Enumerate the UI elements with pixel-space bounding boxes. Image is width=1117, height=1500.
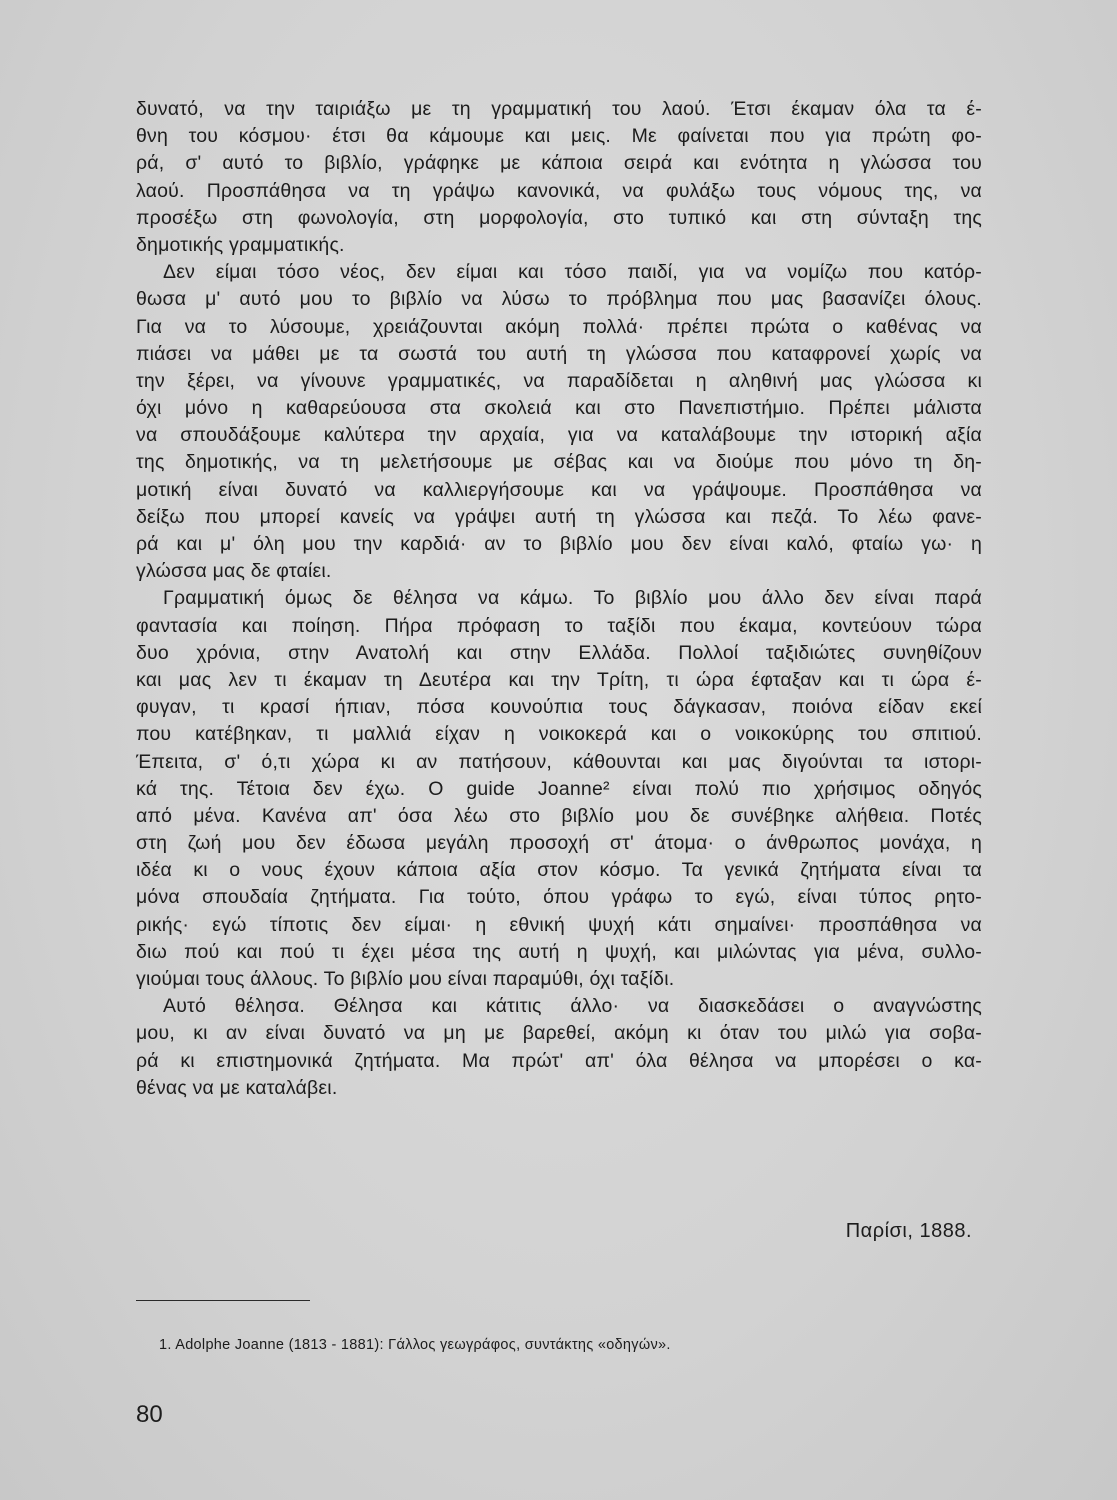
text-line: μόνα σπουδαία ζητήματα. Για τούτο, όπου γράφω το εγώ, είναι τύπος ρητο- xyxy=(136,886,982,909)
text-line: θένας να με καταλάβει. xyxy=(136,1076,338,1099)
text-line: πιάσει να μάθει με τα σωστά του αυτή τη γλώσσα που καταφρονεί χωρίς να xyxy=(136,342,982,365)
text-line: όχι μόνο η καθαρεύουσα στα σκολειά και στο Πανεπιστήμιο. Πρέπει μάλιστα xyxy=(136,397,982,420)
text-line: της δημοτικής, να τη μελετήσουμε με σέβας και να διούμε που μόνο τη δη- xyxy=(136,451,982,474)
text-line: θωσα μ' αυτό μου το βιβλίο να λύσω το πρόβλημα που μας βασανίζει όλους. xyxy=(136,288,982,311)
text-line: την ξέρει, να γίνουνε γραμματικές, να παραδίδεται η αληθινή μας γλώσσα κι xyxy=(136,369,982,392)
text-line: προσέξω στη φωνολογία, στη μορφολογία, στο τυπικό και στη σύνταξη της xyxy=(136,206,982,229)
text-line: φαντασία και ποίηση. Πήρα πρόφαση το ταξίδι που έκαμα, κοντεύουν τώρα xyxy=(136,614,982,637)
text-line: Έπειτα, σ' ό,τι χώρα κι αν πατήσουν, κάθουνται και μας διγούνται τα ιστορι- xyxy=(136,750,982,773)
text-line: ρά, σ' αυτό το βιβλίο, γράφηκε με κάποια σειρά και ενότητα η γλώσσα του xyxy=(136,152,982,175)
paragraph-start-line: Δεν είμαι τόσο νέος, δεν είμαι και τόσο παιδί, για να νομίζω που κατόρ- xyxy=(163,261,982,284)
text-line: δείξω που μπορεί κανείς να γράψει αυτή τη γλώσσα και πεζά. Το λέω φανε- xyxy=(136,505,982,528)
text-line: δυνατό, να την ταιριάξω με τη γραμματική του λαού. Έτσι έκαμαν όλα τα έ- xyxy=(136,98,982,120)
text-line: ρά κι επιστημονικά ζητήματα. Μα πρώτ' απ' όλα θέλησα να μπορέσει ο κα- xyxy=(136,1049,982,1072)
footnote-divider xyxy=(136,1300,310,1301)
text-line: ιδέα κι ο νους έχουν κάποια αξία στον κόσμο. Τα γενικά ζητήματα είναι τα xyxy=(136,859,982,882)
text-line: δυο χρόνια, στην Ανατολή και στην Ελλάδα. Πολλοί ταξιδιώτες συνηθίζουν xyxy=(136,641,982,664)
text-line: μου, κι αν είναι δυνατό να μη με βαρεθεί, ακόμη κι όταν του μιλώ για σοβα- xyxy=(136,1022,982,1045)
text-line: στη ζωή μου δεν έδωσα μεγάλη προσοχή στ' άτομα· ο άνθρωπος μονάχα, η xyxy=(136,832,982,855)
text-line: ρικής· εγώ τίποτις δεν είμαι· η εθνική ψυχή κάτι σημαίνει· προσπάθησα να xyxy=(136,913,982,936)
text-line: από μένα. Κανένα απ' όσα λέω στο βιβλίο μου δε συνέβηκε αλήθεια. Ποτές xyxy=(136,804,982,827)
text-line: διω πού και πού τι έχει μέσα της αυτή η ψυχή, και μιλώντας για μένα, συλλο- xyxy=(136,940,982,963)
text-line: και μας λεν τι έκαμαν τη Δευτέρα και την Τρίτη, τι ώρα έφταξαν και τι ώρα έ- xyxy=(136,668,982,691)
text-line: να σπουδάξουμε καλύτερα την αρχαία, για να καταλάβουμε την ιστορική αξία xyxy=(136,424,982,447)
text-line: θνη του κόσμου· έτσι θα κάμουμε και μεις. Με φαίνεται που για πρώτη φο- xyxy=(136,125,982,148)
place-date-signature: Παρίσι, 1888. xyxy=(845,1220,972,1242)
text-line: δημοτικής γραμματικής. xyxy=(136,233,345,256)
page-number: 80 xyxy=(136,1401,163,1428)
text-line: Για να το λύσουμε, χρειάζουνται ακόμη πολλά· πρέπει πρώτα ο καθένας να xyxy=(136,315,982,338)
text-line: που κατέβηκαν, τι μαλλιά είχαν η νοικοκερά και ο νοικοκύρης του σπιτιού. xyxy=(136,723,982,746)
text-line: λαού. Προσπάθησα να τη γράψω κανονικά, να φυλάξω τους νόμους της, να xyxy=(136,179,982,202)
text-line: ρά και μ' όλη μου την καρδιά· αν το βιβλίο μου δεν είναι καλό, φταίω γω· η xyxy=(136,533,982,555)
text-line: γλώσσα μας δε φταίει. xyxy=(136,560,332,583)
paragraph-start-line: Αυτό θέλησα. Θέλησα και κάτιτις άλλο· να διασκεδάσει ο αναγνώστης xyxy=(163,995,982,1018)
paragraph-start-line: Γραμματική όμως δε θέλησα να κάμω. Το βιβλίο μου άλλο δεν είναι παρά xyxy=(163,587,982,610)
text-line: κά της. Τέτοια δεν έχω. Ο guide Joanne² είναι πολύ πιο χρήσιμος οδηγός xyxy=(136,777,982,800)
text-line: γιούμαι τους άλλους. Το βιβλίο μου είναι παραμύθι, όχι ταξίδι. xyxy=(136,968,675,990)
footnote: 1. Adolphe Joanne (1813 - 1881): Γάλλος γεωγράφος, συντάκτης «οδηγών». xyxy=(159,1337,671,1353)
text-line: φυγαν, τι κρασί ήπιαν, πόσα κουνούπια τους δάγκασαν, ποιόνα είδαν εκεί xyxy=(136,696,982,719)
text-line: μοτική είναι δυνατό να καλλιεργήσουμε και να γράψουμε. Προσπάθησα να xyxy=(136,478,982,501)
body-text xyxy=(136,96,982,1102)
